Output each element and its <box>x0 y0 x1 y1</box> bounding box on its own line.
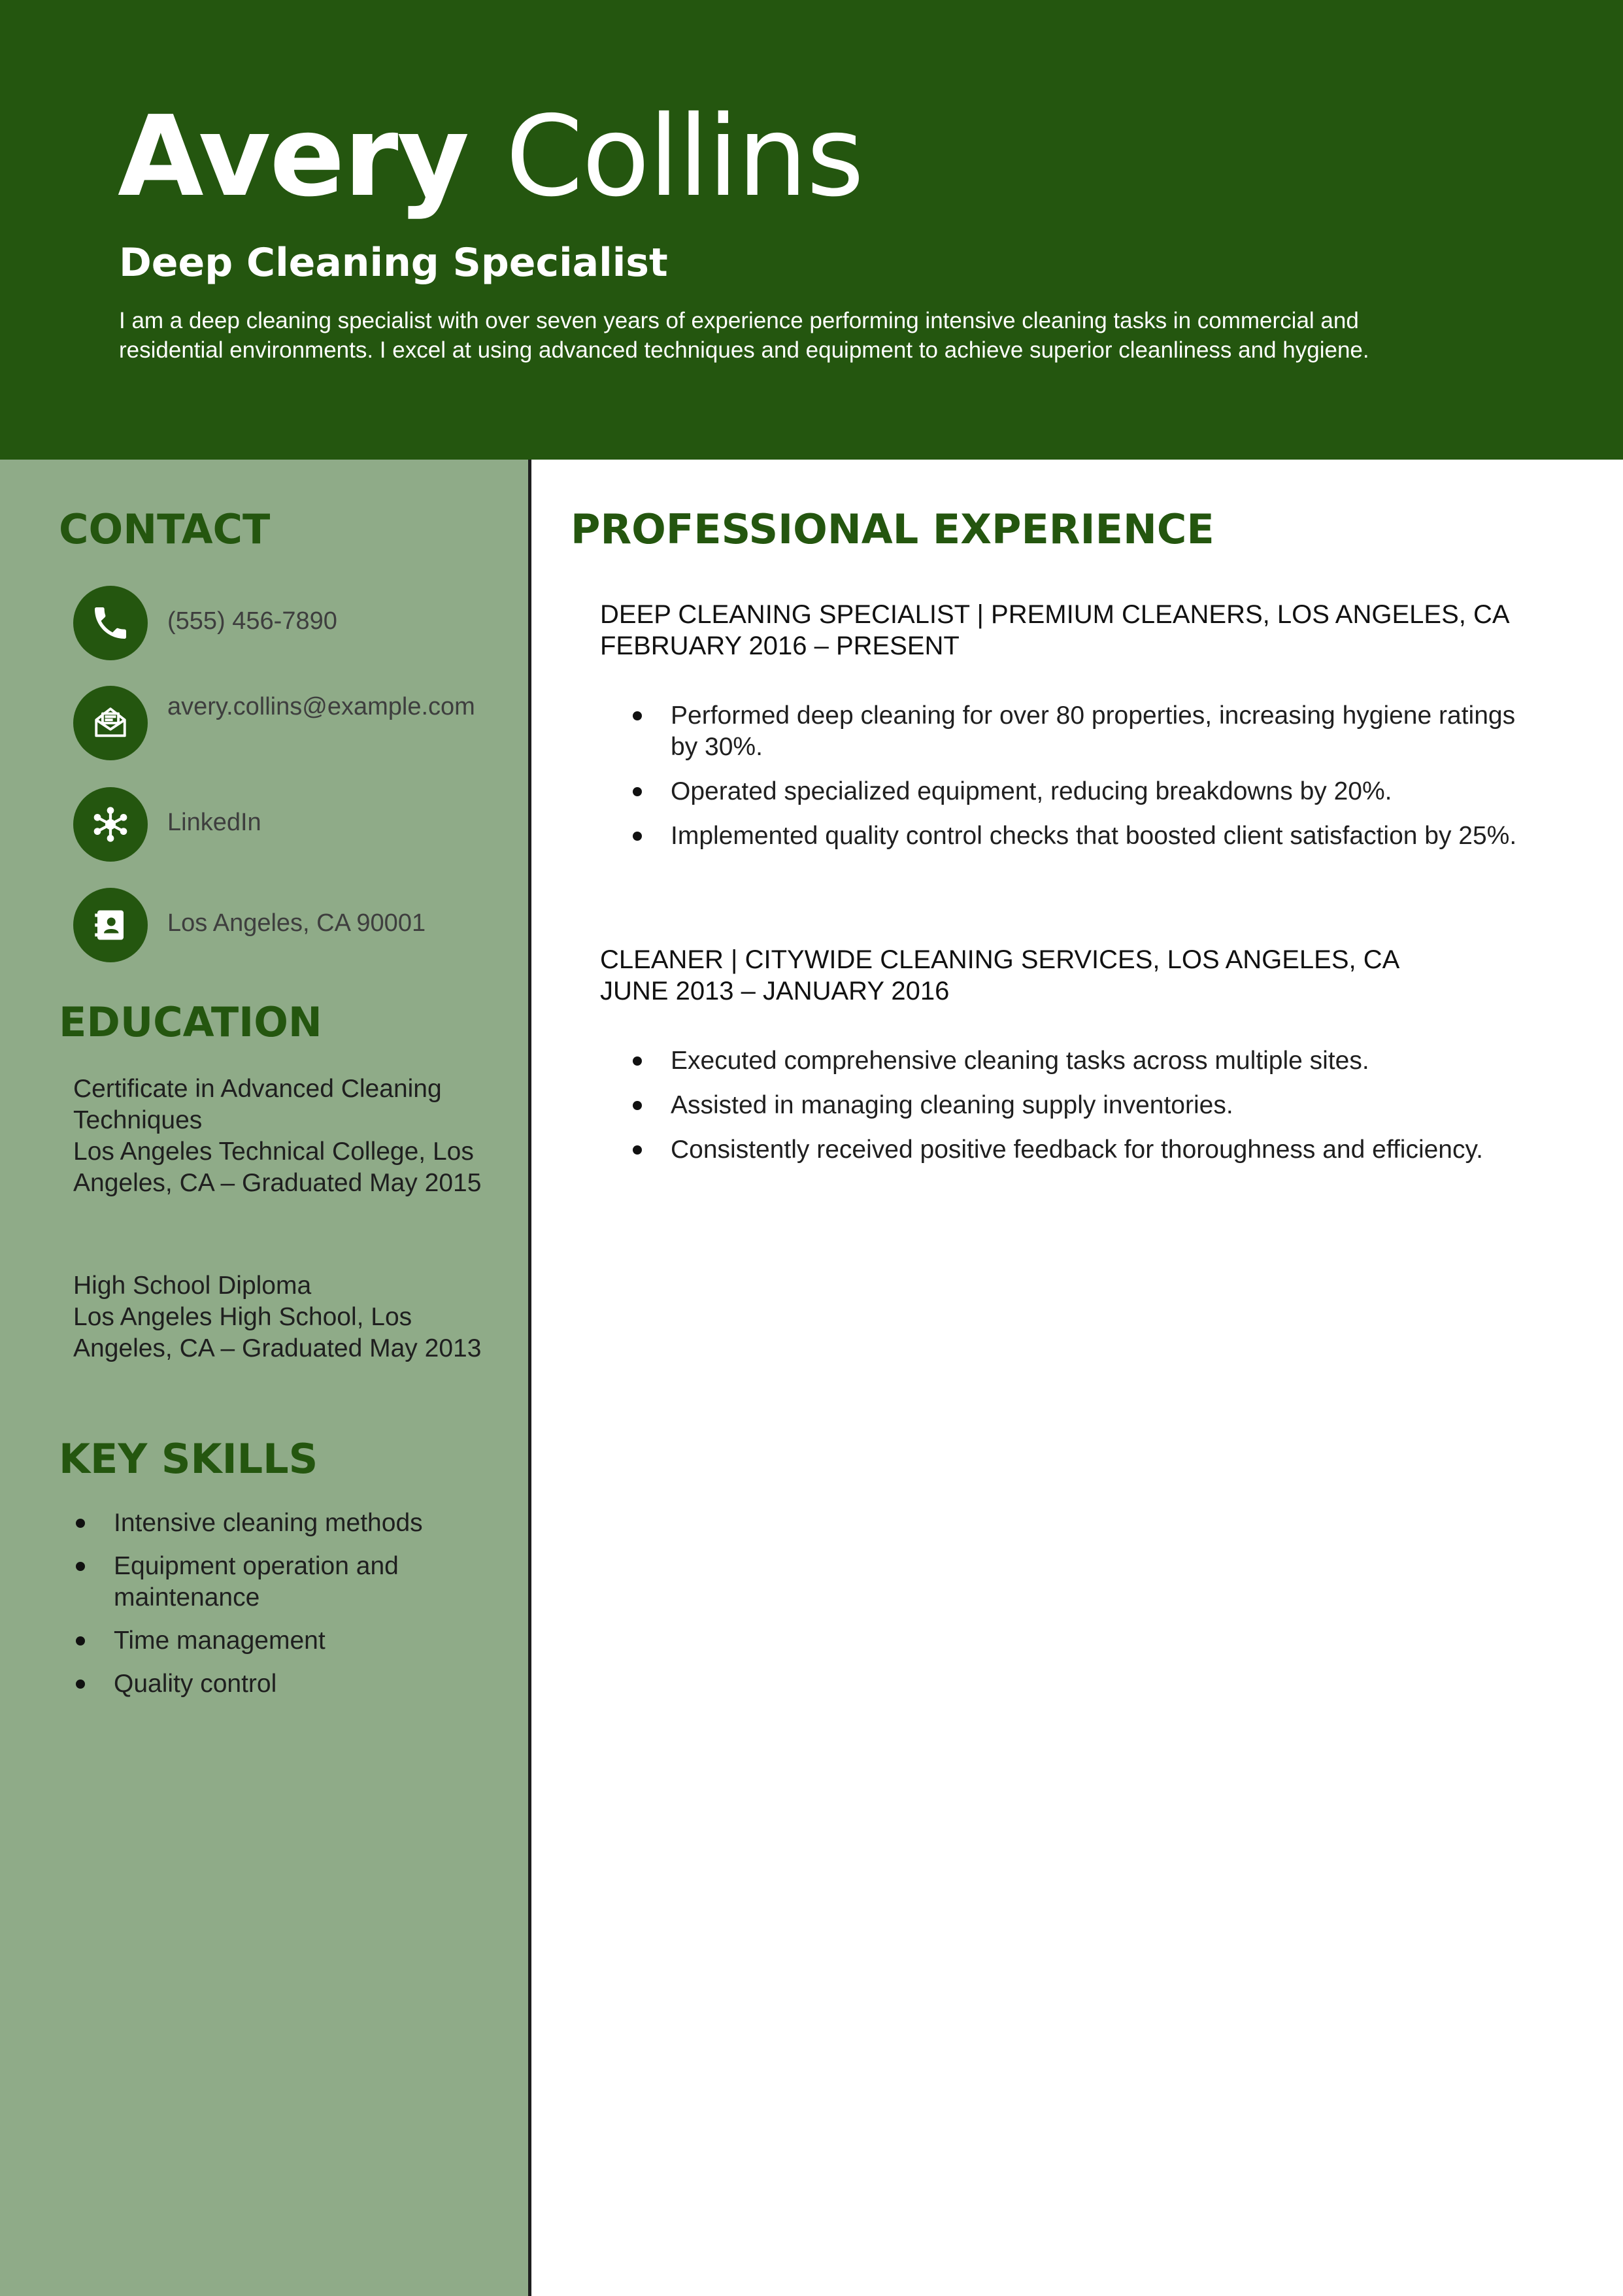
contact-linkedin <box>73 787 492 862</box>
experience-heading: PROFESSIONAL EXPERIENCE <box>571 505 1214 553</box>
email-icon <box>73 686 148 760</box>
job-dates: FEBRUARY 2016 – PRESENT <box>600 632 960 660</box>
skill-item: Intensive cleaning methods <box>73 1508 492 1539</box>
job-bullet: Consistently received positive feedback for thoroughness and efficiency. <box>600 1134 1528 1166</box>
skill-item: Equipment operation and maintenance <box>73 1551 492 1613</box>
email-address[interactable]: avery.collins@example.com <box>167 693 475 720</box>
job-bullets <box>600 700 1528 865</box>
job-bullet: Implemented quality control checks that boosted client satisfaction by 25%. <box>600 820 1528 852</box>
education-details: Los Angeles Technical College, Los Angeles, CA – Graduated May 2015 <box>73 1138 482 1197</box>
skill-item: Time management <box>73 1625 492 1657</box>
job-bullet: Operated specialized equipment, reducing breakdowns by 20%. <box>600 776 1528 807</box>
job-bullet: Assisted in managing cleaning supply inventories. <box>600 1090 1528 1121</box>
contact-email <box>73 686 492 760</box>
job-title-line: DEEP CLEANING SPECIALIST | PREMIUM CLEANERS, LOS ANGELES, CA <box>600 600 1510 629</box>
job-bullets <box>600 1045 1528 1179</box>
column-divider <box>528 460 531 2296</box>
linkedin-icon <box>73 787 148 862</box>
education-degree: Certificate in Advanced Cleaning Techniques <box>73 1075 442 1134</box>
location: Los Angeles, CA 90001 <box>167 909 426 937</box>
job-title: Deep Cleaning Specialist <box>119 240 668 286</box>
job-header <box>600 944 1567 1007</box>
job-dates: JUNE 2013 – JANUARY 2016 <box>600 977 950 1005</box>
job-header <box>600 599 1567 662</box>
education-degree: High School Diploma <box>73 1272 312 1300</box>
job-title-line: CLEANER | CITYWIDE CLEANING SERVICES, LOS ANGELES, CA <box>600 945 1400 974</box>
candidate-name <box>118 92 863 222</box>
education-details: Los Angeles High School, Los Angeles, CA – Graduated May 2013 <box>73 1303 482 1362</box>
linkedin-link[interactable]: LinkedIn <box>167 809 261 836</box>
phone-icon <box>73 586 148 660</box>
skills-heading: KEY SKILLS <box>59 1435 318 1483</box>
skills-list <box>73 1508 492 1712</box>
education-heading: EDUCATION <box>59 998 322 1046</box>
education-item <box>73 1270 492 1364</box>
job-bullet: Performed deep cleaning for over 80 properties, increasing hygiene ratings by 30%. <box>600 700 1528 763</box>
contact-phone <box>73 586 492 660</box>
contact-heading: CONTACT <box>59 505 271 553</box>
last-name: Collins <box>505 92 863 222</box>
education-item <box>73 1073 492 1199</box>
skill-item: Quality control <box>73 1668 492 1700</box>
first-name: Avery <box>118 92 469 222</box>
job-bullet: Executed comprehensive cleaning tasks across multiple sites. <box>600 1045 1528 1077</box>
address-icon <box>73 888 148 962</box>
contact-address <box>73 888 492 962</box>
resume-header <box>0 0 1623 460</box>
phone-number[interactable]: (555) 456-7890 <box>167 607 337 635</box>
summary: I am a deep cleaning specialist with over seven years of experience performing intensive cleaning tasks in commercial and residential environments. I excel at using advanced techniques and equipment to achieve superior cleanliness and hygiene. <box>119 308 1369 363</box>
